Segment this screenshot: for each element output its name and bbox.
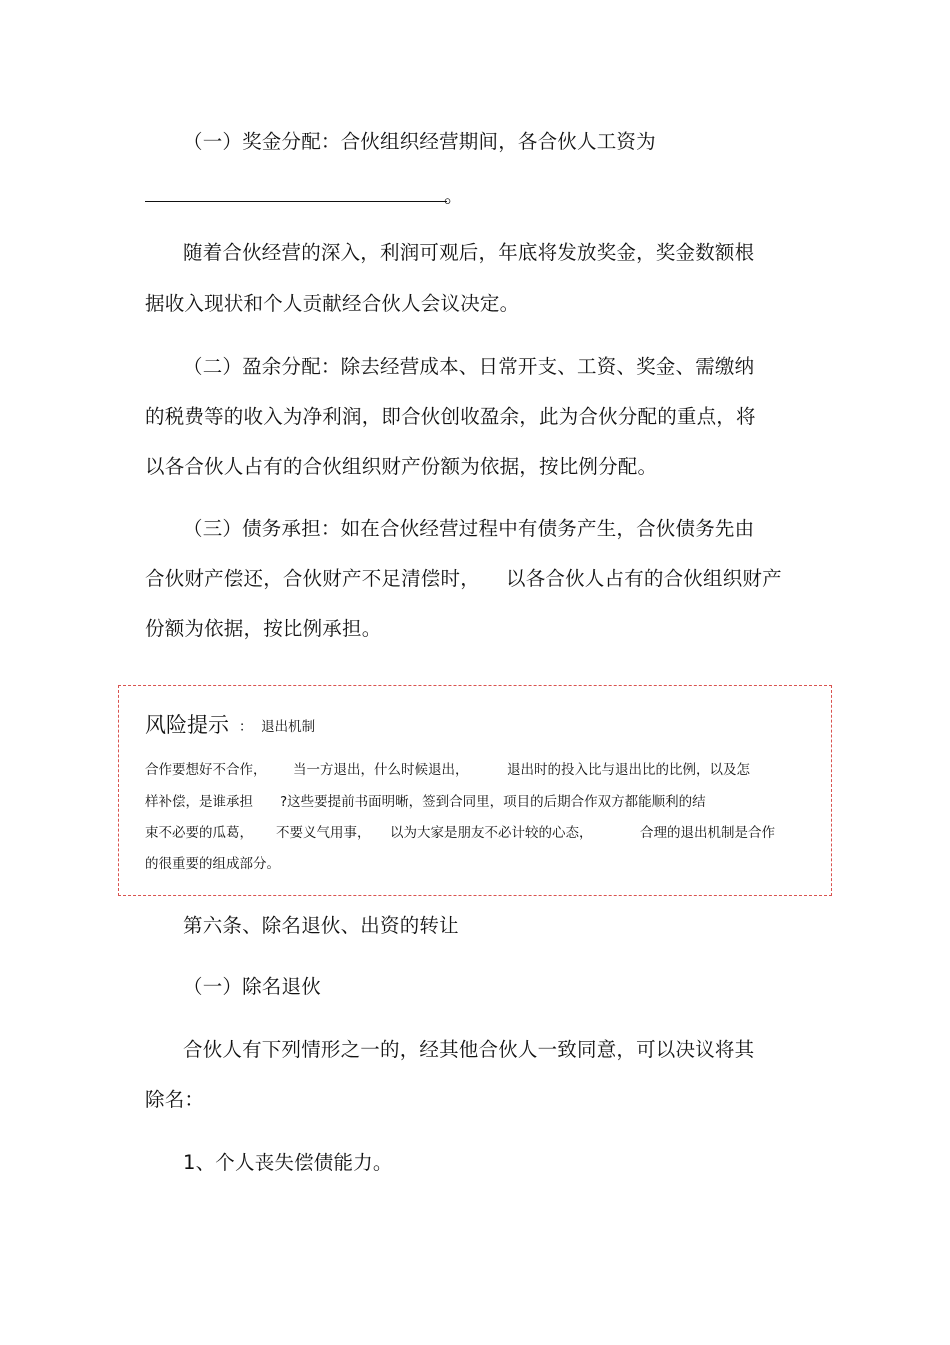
article-paragraph-line1: 合伙人有下列情形之一的，经其他合伙人一致同意，可以决议将其 <box>183 1038 755 1061</box>
paragraph-surplus-line3: 以各合伙人占有的合伙组织财产份额为依据，按比例分配。 <box>145 455 658 478</box>
paragraph-bonus-line1: 随着合伙经营的深入，利润可观后，年底将发放奖金，奖金数额根 <box>183 241 755 264</box>
risk-text-l2a: 样补偿，是谁承担 <box>145 794 253 810</box>
risk-text-l2b: ?这些要提前书面明晰，签到合同里，项目的后期合作双方都能顺利的结 <box>280 794 706 810</box>
list-item: 1、个人丧失偿债能力。 <box>183 1151 393 1174</box>
paragraph-bonus-distribution: （一）奖金分配：合伙组织经营期间，各合伙人工资为 <box>183 130 656 153</box>
blank-period: 。 <box>444 184 464 207</box>
paragraph-surplus-line2: 的税费等的收入为净利润，即合伙创收盈余，此为合伙分配的重点，将 <box>145 405 756 428</box>
risk-subtitle: ： 退出机制 <box>239 719 316 735</box>
paragraph-bonus-line2: 据收入现状和个人贡献经合伙人会议决定。 <box>145 292 520 315</box>
risk-text-l1c: 退出时的投入比与退出比的比例，以及怎 <box>507 762 750 778</box>
risk-text-l1b: 当一方退出，什么时候退出， <box>293 762 469 778</box>
risk-text-l3b: 不要义气用事， <box>276 825 371 841</box>
article-paragraph-line2: 除名： <box>145 1088 205 1111</box>
risk-text-l4: 的很重要的组成部分。 <box>145 856 280 872</box>
paragraph-surplus-line1: （二）盈余分配：除去经营成本、日常开支、工资、奖金、需缴纳 <box>183 355 755 378</box>
risk-text-l1a: 合作要想好不合作， <box>145 762 267 778</box>
paragraph-debt-line2b: 以各合伙人占有的合伙组织财产 <box>506 567 782 590</box>
article-subheading: （一）除名退伙 <box>183 975 321 998</box>
paragraph-debt-line2a: 合伙财产偿还，合伙财产不足清偿时， <box>145 567 480 590</box>
risk-text-l3d: 合理的退出机制是合作 <box>640 825 775 841</box>
risk-text-l3a: 束不必要的瓜葛， <box>145 825 253 841</box>
fill-in-blank-line <box>145 201 447 202</box>
paragraph-debt-line1: （三）债务承担：如在合伙经营过程中有债务产生，合伙债务先由 <box>183 517 755 540</box>
risk-title: 风险提示 <box>145 713 229 737</box>
article-heading: 第六条、除名退伙、出资的转让 <box>183 914 459 937</box>
paragraph-debt-line3: 份额为依据，按比例承担。 <box>145 617 382 640</box>
risk-text-l3c: 以为大家是朋友不必计较的心态， <box>390 825 593 841</box>
